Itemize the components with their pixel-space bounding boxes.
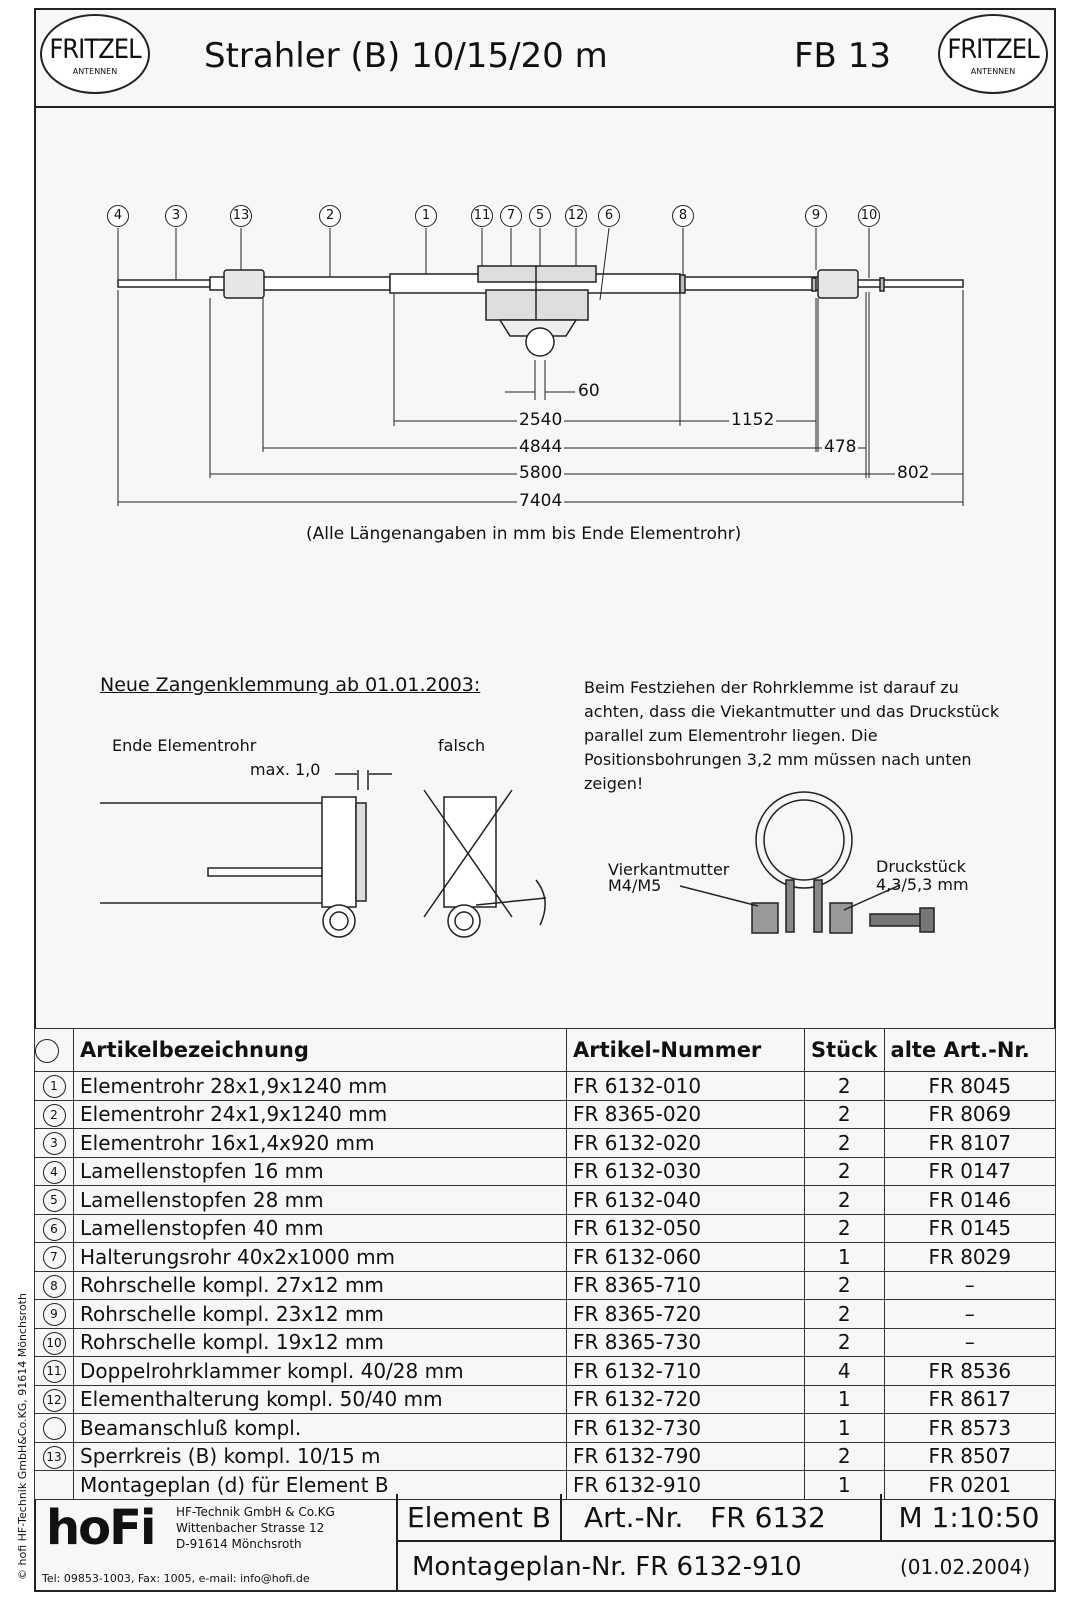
cell-artikel-nummer: FR 6132-020 [567, 1129, 805, 1158]
callout-1: 1 [415, 205, 437, 227]
cell-alte-art-nr: FR 8617 [884, 1385, 1055, 1414]
callout-6: 6 [598, 205, 620, 227]
cell-alte-art-nr: FR 8069 [884, 1100, 1055, 1129]
cell-artikel-nummer: FR 6132-730 [567, 1414, 805, 1443]
item-number: 13 [43, 1446, 66, 1469]
item-number: 10 [43, 1332, 66, 1355]
cell-artikelbezeichnung: Lamellenstopfen 28 mm [74, 1186, 567, 1215]
cell-index [35, 1328, 74, 1357]
dim-2540: 2540 [519, 410, 563, 430]
cell-artikel-nummer: FR 6132-060 [567, 1243, 805, 1272]
cell-artikel-nummer: FR 6132-040 [567, 1186, 805, 1215]
table-row [35, 1357, 1056, 1386]
table-row [35, 1072, 1056, 1101]
cell-artikelbezeichnung: Elementrohr 28x1,9x1240 mm [74, 1072, 567, 1101]
callout-3: 3 [165, 205, 187, 227]
cell-artikelbezeichnung: Rohrschelle kompl. 23x12 mm [74, 1300, 567, 1329]
dim-478: 478 [824, 437, 857, 457]
cell-artikel-nummer: FR 8365-730 [567, 1328, 805, 1357]
dim-1152: 1152 [731, 410, 775, 430]
header-artikelbezeichnung: Artikelbezeichnung [74, 1029, 567, 1072]
montageplan-number: Montageplan-Nr. FR 6132-910 (01.02.2004) [412, 1552, 1031, 1582]
item-number: 4 [43, 1161, 66, 1184]
cell-alte-art-nr: – [884, 1328, 1055, 1357]
cell-index [35, 1214, 74, 1243]
fritzel-logo-right: FRITZEL ANTENNEN [938, 14, 1048, 94]
scale-label: M 1:10:50 [882, 1494, 1056, 1542]
cell-alte-art-nr: – [884, 1271, 1055, 1300]
cell-index [35, 1442, 74, 1471]
cell-alte-art-nr: FR 8573 [884, 1414, 1055, 1443]
parts-table [34, 1028, 1056, 1500]
cell-artikelbezeichnung: Elementrohr 16x1,4x920 mm [74, 1129, 567, 1158]
cell-artikel-nummer: FR 6132-010 [567, 1072, 805, 1101]
header-artikel-nummer: Artikel-Nummer [567, 1029, 805, 1072]
header-alte-art-nr: alte Art.-Nr. [884, 1029, 1055, 1072]
cell-alte-art-nr: FR 0201 [884, 1471, 1055, 1500]
clamp-heading: Neue Zangenklemmung ab 01.01.2003: [100, 674, 481, 696]
cell-artikel-nummer: FR 6132-910 [567, 1471, 805, 1500]
cell-stueck: 2 [805, 1214, 885, 1243]
table-row [35, 1442, 1056, 1471]
label-falsch: falsch [438, 736, 486, 755]
callout-5: 5 [529, 205, 551, 227]
cell-artikel-nummer: FR 8365-710 [567, 1271, 805, 1300]
cell-stueck: 2 [805, 1271, 885, 1300]
element-label: Element B [398, 1494, 562, 1542]
table-row [35, 1157, 1056, 1186]
cell-alte-art-nr: FR 0147 [884, 1157, 1055, 1186]
cell-index [35, 1129, 74, 1158]
cell-artikelbezeichnung: Lamellenstopfen 16 mm [74, 1157, 567, 1186]
table-row [35, 1129, 1056, 1158]
cell-artikel-nummer: FR 8365-720 [567, 1300, 805, 1329]
callout-2: 2 [319, 205, 341, 227]
cell-index [35, 1385, 74, 1414]
cell-stueck: 2 [805, 1100, 885, 1129]
label-vierkantmutter: Vierkantmutter M4/M5 [608, 860, 730, 895]
cell-alte-art-nr: FR 8029 [884, 1243, 1055, 1272]
cell-artikelbezeichnung: Montageplan (d) für Element B [74, 1471, 567, 1500]
item-number: 2 [43, 1104, 66, 1127]
table-row [35, 1300, 1056, 1329]
company-address: HF-Technik GmbH & Co.KG Wittenbacher Strasse 12 D-91614 Mönchsroth [176, 1505, 335, 1551]
product-code: FB 13 [794, 36, 891, 76]
table-row [35, 1186, 1056, 1215]
callout-11: 11 [471, 205, 493, 227]
cell-alte-art-nr: FR 0146 [884, 1186, 1055, 1215]
cell-index [35, 1157, 74, 1186]
dim-7404: 7404 [519, 491, 563, 511]
article-number: Art.-Nr. FR 6132 [562, 1494, 882, 1542]
callout-12: 12 [565, 205, 587, 227]
cell-index [35, 1271, 74, 1300]
cell-alte-art-nr: FR 8107 [884, 1129, 1055, 1158]
dim-4844: 4844 [519, 437, 563, 457]
cell-index [35, 1357, 74, 1386]
cell-stueck: 2 [805, 1129, 885, 1158]
cell-index [35, 1072, 74, 1101]
cell-artikelbezeichnung: Rohrschelle kompl. 19x12 mm [74, 1328, 567, 1357]
cell-stueck: 1 [805, 1385, 885, 1414]
cell-artikelbezeichnung: Doppelrohrklammer kompl. 40/28 mm [74, 1357, 567, 1386]
cell-artikel-nummer: FR 6132-790 [567, 1442, 805, 1471]
table-row [35, 1385, 1056, 1414]
copyright-note: © hofi HF-Technik GmbH&Co.KG, 91614 Mönchsroth [16, 1293, 29, 1580]
item-number: 11 [43, 1360, 66, 1383]
callout-8: 8 [672, 205, 694, 227]
cell-stueck: 2 [805, 1186, 885, 1215]
cell-artikel-nummer: FR 6132-050 [567, 1214, 805, 1243]
cell-alte-art-nr: FR 8045 [884, 1072, 1055, 1101]
cell-artikelbezeichnung: Lamellenstopfen 40 mm [74, 1214, 567, 1243]
item-number: 1 [43, 1075, 66, 1098]
cell-alte-art-nr: FR 8536 [884, 1357, 1055, 1386]
hofi-logo: hoFi [46, 1500, 155, 1556]
item-number: 6 [43, 1218, 66, 1241]
cell-stueck: 2 [805, 1157, 885, 1186]
dim-802: 802 [897, 463, 930, 483]
cell-index [35, 1186, 74, 1215]
item-number: 3 [43, 1132, 66, 1155]
clamp-instruction: Beim Festziehen der Rohrklemme ist darauf zu achten, dass die Viekantmutter und das Druckstück parallel zum Elementrohr liegen. Die Positionsbohrungen 3,2 mm müssen nach unten zeigen! [584, 678, 1000, 793]
cell-alte-art-nr: FR 0145 [884, 1214, 1055, 1243]
title-block [34, 1494, 1056, 1592]
label-druckstueck: Druckstück 4,3/5,3 mm [876, 857, 969, 894]
callout-4: 4 [107, 205, 129, 227]
item-number: 7 [43, 1246, 66, 1269]
dim-60: 60 [578, 381, 600, 401]
item-number [43, 1417, 66, 1440]
cell-artikelbezeichnung: Rohrschelle kompl. 27x12 mm [74, 1271, 567, 1300]
cell-stueck: 2 [805, 1072, 885, 1101]
callout-10: 10 [858, 205, 880, 227]
table-row [35, 1414, 1056, 1443]
cell-artikelbezeichnung: Elementhalterung kompl. 50/40 mm [74, 1385, 567, 1414]
label-ende-elementrohr: Ende Elementrohr [112, 736, 257, 755]
cell-stueck: 1 [805, 1243, 885, 1272]
cell-index [35, 1100, 74, 1129]
page-title: Strahler (B) 10/15/20 m [204, 36, 608, 76]
cell-index [35, 1300, 74, 1329]
cell-artikelbezeichnung: Beamanschluß kompl. [74, 1414, 567, 1443]
cell-alte-art-nr: – [884, 1300, 1055, 1329]
callout-9: 9 [805, 205, 827, 227]
header-stueck: Stück [805, 1029, 885, 1072]
cell-artikel-nummer: FR 6132-030 [567, 1157, 805, 1186]
callout-13: 13 [230, 205, 252, 227]
item-number: 5 [43, 1189, 66, 1212]
cell-artikelbezeichnung: Sperrkreis (B) kompl. 10/15 m [74, 1442, 567, 1471]
table-row [35, 1243, 1056, 1272]
cell-stueck: 2 [805, 1300, 885, 1329]
table-row [35, 1271, 1056, 1300]
cell-index [35, 1243, 74, 1272]
cell-artikelbezeichnung: Elementrohr 24x1,9x1240 mm [74, 1100, 567, 1129]
cell-stueck: 1 [805, 1414, 885, 1443]
table-row [35, 1214, 1056, 1243]
cell-stueck: 4 [805, 1357, 885, 1386]
cell-stueck: 2 [805, 1328, 885, 1357]
item-number: 9 [43, 1303, 66, 1326]
company-block [34, 1494, 398, 1592]
table-row [35, 1328, 1056, 1357]
label-max: max. 1,0 [250, 760, 321, 779]
header-index [35, 1029, 74, 1072]
cell-artikel-nummer: FR 6132-720 [567, 1385, 805, 1414]
length-note: (Alle Längenangaben in mm bis Ende Elementrohr) [306, 524, 742, 544]
cell-stueck: 2 [805, 1442, 885, 1471]
cell-artikelbezeichnung: Halterungsrohr 40x2x1000 mm [74, 1243, 567, 1272]
cell-artikel-nummer: FR 8365-020 [567, 1100, 805, 1129]
table-header-row [35, 1029, 1056, 1072]
cell-stueck: 1 [805, 1471, 885, 1500]
fritzel-logo-left: FRITZEL ANTENNEN [40, 14, 150, 94]
table-row [35, 1100, 1056, 1129]
cell-artikel-nummer: FR 6132-710 [567, 1357, 805, 1386]
callout-7: 7 [500, 205, 522, 227]
dim-5800: 5800 [519, 463, 563, 483]
cell-alte-art-nr: FR 8507 [884, 1442, 1055, 1471]
item-number: 8 [43, 1275, 66, 1298]
item-number: 12 [43, 1389, 66, 1412]
cell-index [35, 1414, 74, 1443]
company-contact: Tel: 09853-1003, Fax: 1005, e-mail: info@hofi.de [42, 1572, 310, 1585]
